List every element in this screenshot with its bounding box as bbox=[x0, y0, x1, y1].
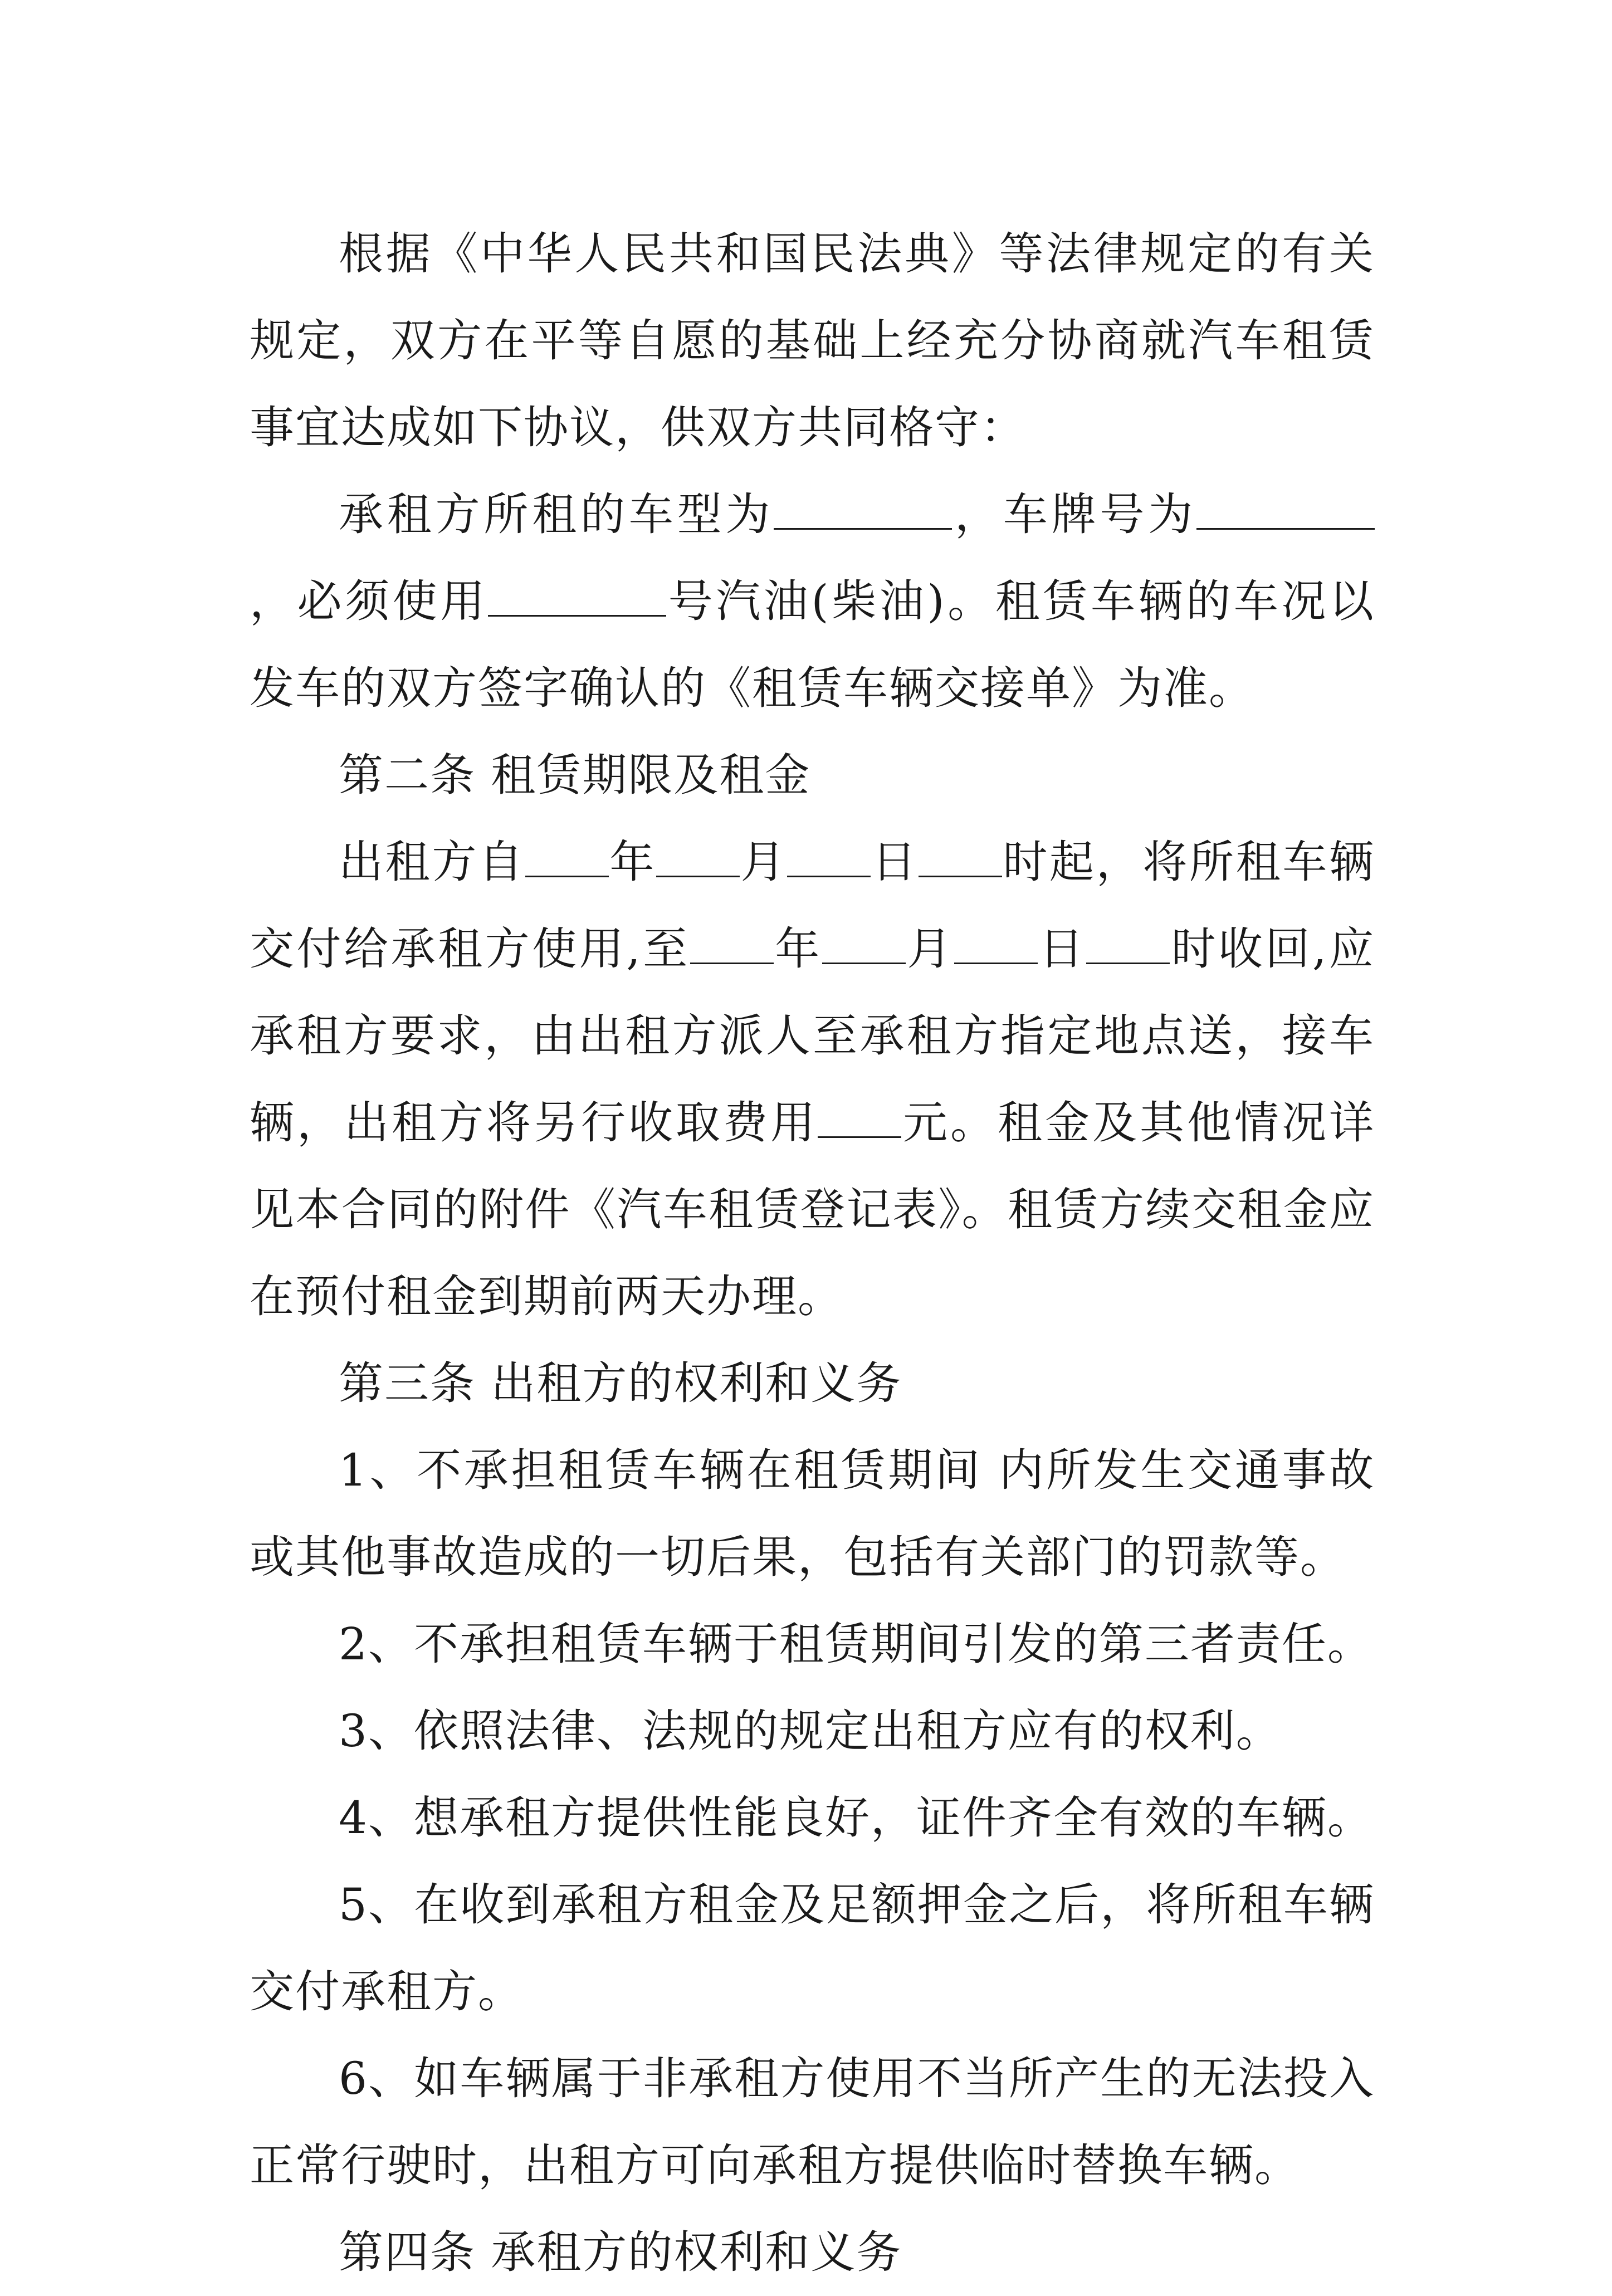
article-3-item-4: 4、想承租方提供性能良好，证件齐全有效的车辆。 bbox=[339, 1792, 1373, 1844]
article-3-item-1: 1、不承担租赁车辆在租赁期间 内所发生交通事故或其他事故造成的一切后果，包括有关部门的罚款等。 bbox=[250, 1444, 1375, 1583]
vehicle-text-3: ，必须使用 bbox=[250, 575, 488, 627]
intro-paragraph: 根据《中华人民共和国民法典》等法律规定的有关规定，双方在平等自愿的基础上经充分协商就汽车租赁事宜达成如下协议，供双方共同格守： bbox=[250, 228, 1375, 453]
end-year-blank bbox=[690, 917, 774, 964]
article-4-heading: 第四条 承租方的权利和义务 bbox=[339, 2226, 902, 2278]
plate-number-blank bbox=[1196, 482, 1375, 530]
vehicle-paragraph bbox=[250, 471, 1375, 732]
article-3-item-6: 6、如车辆属于非承租方使用不当所产生的无法投入正常行驶时，出租方可向承租方提供临时替换车辆。 bbox=[250, 2053, 1375, 2191]
term-text-5: 时起，将所租车辆交付给承租方使用,至 bbox=[250, 836, 1375, 975]
start-hour-blank bbox=[919, 830, 1002, 877]
article-2-heading: 第二条 租赁期限及租金 bbox=[339, 749, 811, 801]
start-month-blank bbox=[656, 830, 740, 877]
article-3-item-2: 2、不承担租赁车辆于租赁期间引发的第三者责任。 bbox=[339, 1618, 1373, 1670]
term-text-8: 日 bbox=[1037, 923, 1086, 975]
delivery-fee-blank bbox=[818, 1091, 901, 1138]
vehicle-model-blank bbox=[774, 482, 952, 530]
vehicle-text-2: ，车牌号为 bbox=[952, 488, 1197, 540]
term-paragraph bbox=[250, 819, 1375, 1340]
term-text-7: 月 bbox=[905, 923, 954, 975]
article-3-heading: 第三条 出租方的权利和义务 bbox=[339, 1357, 902, 1409]
end-day-blank bbox=[954, 917, 1038, 964]
term-text-6: 年 bbox=[773, 923, 822, 975]
term-text-9: 时收回,应承租方要求，由出租方派人至承租方指定地点送，接车辆，出租方将另行收取费用 bbox=[250, 923, 1375, 1149]
contract-body bbox=[250, 211, 1375, 2296]
start-year-blank bbox=[525, 830, 609, 877]
fuel-grade-blank bbox=[488, 569, 666, 617]
term-text-2: 年 bbox=[608, 836, 657, 888]
vehicle-text-4: 号汽油(柴油)。租赁车辆的车况以发车的双方签字确认的《租赁车辆交接单》为准。 bbox=[250, 575, 1375, 714]
article-3-item-3: 3、依照法律、法规的规定出租方应有的权利。 bbox=[339, 1705, 1282, 1757]
term-text-3: 月 bbox=[740, 836, 788, 888]
term-text-4: 日 bbox=[871, 836, 919, 888]
term-text-1: 出租方自 bbox=[339, 836, 525, 888]
end-month-blank bbox=[822, 917, 906, 964]
article-3-item-5: 5、在收到承租方租金及足额押金之后，将所租车辆交付承租方。 bbox=[250, 1879, 1375, 2017]
start-day-blank bbox=[787, 830, 871, 877]
term-text-10: 元。租金及其他情况详见本合同的附件《汽车租赁登记表》。租赁方续交租金应在预付租金到期前两天办理。 bbox=[250, 1097, 1375, 1322]
vehicle-text-1: 承租方所租的车型为 bbox=[339, 488, 774, 540]
end-hour-blank bbox=[1086, 917, 1170, 964]
